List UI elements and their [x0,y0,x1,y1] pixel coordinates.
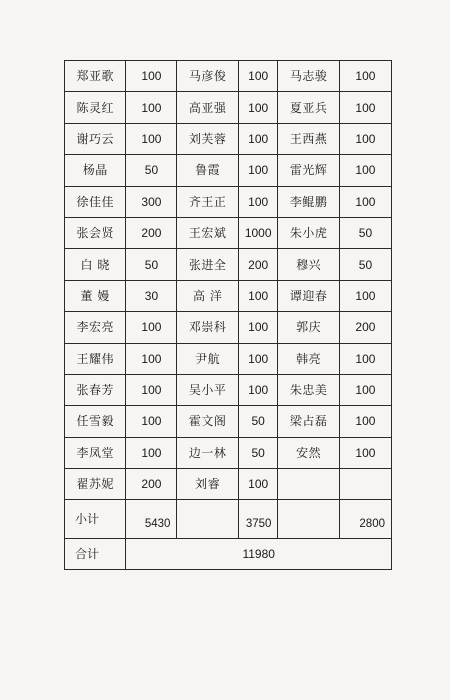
person-name: 任雪毅 [65,406,126,437]
donation-amount: 50 [339,217,391,248]
person-name: 李鲲鹏 [278,186,339,217]
donation-amount: 100 [238,155,278,186]
table-row [65,123,392,154]
donation-amount: 100 [238,280,278,311]
person-name: 齐王正 [177,186,238,217]
person-name: 陈灵红 [65,92,126,123]
table-row [65,155,392,186]
donation-table [64,60,392,570]
person-name: 白 晓 [65,249,126,280]
person-name: 高亚强 [177,92,238,123]
subtotal-label: 小计 [65,500,126,538]
person-name: 张进全 [177,249,238,280]
person-name: 雷光辉 [278,155,339,186]
table-row [65,343,392,374]
person-name: 王耀伟 [65,343,126,374]
person-name: 谭迎春 [278,280,339,311]
person-name: 张春芳 [65,374,126,405]
person-name: 王西燕 [278,123,339,154]
subtotal-empty-name-2 [177,500,238,538]
person-name: 马彦俊 [177,61,238,92]
donation-amount: 100 [126,123,177,154]
donation-amount: 1000 [238,217,278,248]
person-name: 邓崇科 [177,312,238,343]
person-name: 张会贤 [65,217,126,248]
subtotal-row [65,500,392,538]
table-row [65,186,392,217]
subtotal-col1: 5430 [126,500,177,538]
table-row [65,374,392,405]
donation-amount: 100 [339,123,391,154]
total-value: 11980 [126,538,392,569]
person-name [278,469,339,500]
subtotal-col3: 2800 [339,500,391,538]
person-name: 马志骏 [278,61,339,92]
subtotal-col2: 3750 [238,500,278,538]
donation-amount: 200 [126,469,177,500]
donation-amount: 100 [126,92,177,123]
donation-amount: 300 [126,186,177,217]
subtotal-empty-name-3 [278,500,339,538]
donation-amount: 100 [339,343,391,374]
person-name: 朱小虎 [278,217,339,248]
person-name: 吴小平 [177,374,238,405]
person-name: 郭庆 [278,312,339,343]
person-name: 梁占磊 [278,406,339,437]
donation-amount: 100 [126,406,177,437]
donation-amount: 100 [238,123,278,154]
total-row [65,538,392,569]
donation-amount [339,469,391,500]
person-name: 杨晶 [65,155,126,186]
person-name: 徐佳佳 [65,186,126,217]
donation-amount: 200 [339,312,391,343]
donation-amount: 100 [339,280,391,311]
donation-amount: 100 [339,437,391,468]
donation-amount: 50 [238,406,278,437]
total-label: 合计 [65,538,126,569]
donation-amount: 200 [126,217,177,248]
table-row [65,92,392,123]
donation-amount: 100 [238,92,278,123]
person-name: 尹航 [177,343,238,374]
donation-amount: 100 [126,312,177,343]
donation-amount: 100 [238,186,278,217]
person-name: 高 洋 [177,280,238,311]
donation-amount: 100 [339,406,391,437]
donation-amount: 100 [238,343,278,374]
donation-amount: 50 [238,437,278,468]
donation-amount: 100 [339,92,391,123]
donation-amount: 100 [126,343,177,374]
donation-amount: 100 [126,437,177,468]
person-name: 边一林 [177,437,238,468]
donation-amount: 100 [339,61,391,92]
person-name: 韩亮 [278,343,339,374]
table-row [65,217,392,248]
table-row [65,469,392,500]
donation-amount: 100 [339,374,391,405]
person-name: 穆兴 [278,249,339,280]
donation-amount: 100 [339,155,391,186]
donation-amount: 100 [238,469,278,500]
donation-amount: 100 [238,312,278,343]
table-row [65,312,392,343]
donation-amount: 50 [126,249,177,280]
person-name: 夏亚兵 [278,92,339,123]
donation-amount: 100 [126,374,177,405]
person-name: 霍文阁 [177,406,238,437]
donation-amount: 100 [238,61,278,92]
donation-amount: 100 [339,186,391,217]
table-row [65,437,392,468]
person-name: 刘睿 [177,469,238,500]
person-name: 郑亚歌 [65,61,126,92]
person-name: 刘芙蓉 [177,123,238,154]
donation-amount: 50 [126,155,177,186]
person-name: 朱忠美 [278,374,339,405]
table-row [65,249,392,280]
donation-amount: 100 [238,374,278,405]
table-row [65,406,392,437]
donation-amount: 200 [238,249,278,280]
person-name: 翟苏妮 [65,469,126,500]
person-name: 李凤堂 [65,437,126,468]
donation-amount: 50 [339,249,391,280]
person-name: 鲁霞 [177,155,238,186]
person-name: 李宏亮 [65,312,126,343]
table-row [65,61,392,92]
person-name: 谢巧云 [65,123,126,154]
person-name: 王宏斌 [177,217,238,248]
donation-amount: 30 [126,280,177,311]
person-name: 董 嫚 [65,280,126,311]
person-name: 安然 [278,437,339,468]
donation-amount: 100 [126,61,177,92]
table-body [65,61,392,570]
table-row [65,280,392,311]
